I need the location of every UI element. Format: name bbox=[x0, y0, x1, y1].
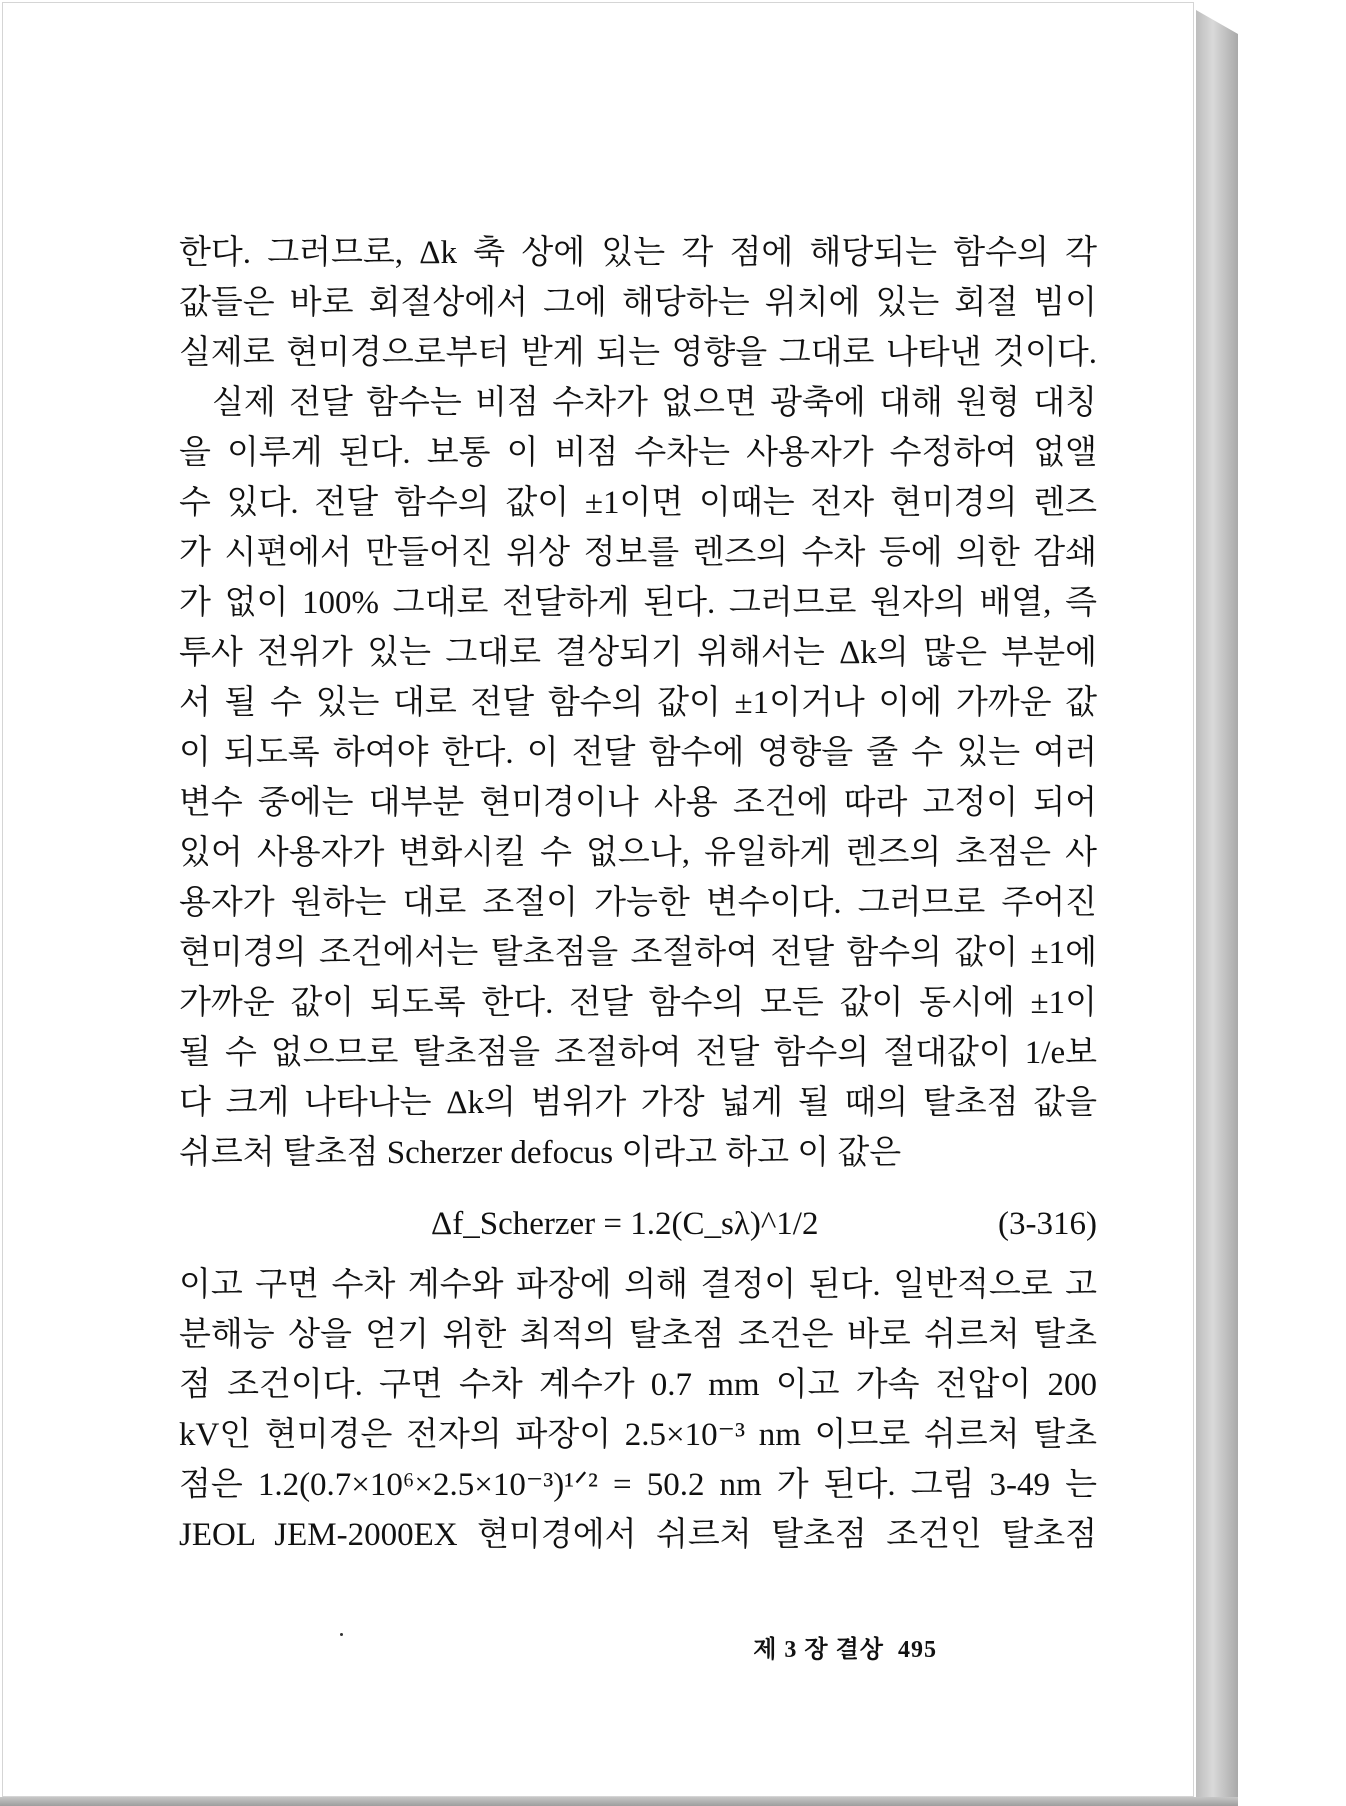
text-line: 값들은 바로 회절상에서 그에 해당하는 위치에 있는 회절 빔이 bbox=[179, 285, 1097, 321]
text-line: 용자가 원하는 대로 조절이 가능한 변수이다. 그러므로 주어진 bbox=[179, 885, 1097, 921]
text-line: 실제로 현미경으로부터 받게 되는 영향을 그대로 나타낸 것이다. bbox=[179, 335, 1097, 371]
text-line: 다 크게 나타나는 Δk의 범위가 가장 넓게 될 때의 탈초점 값을 bbox=[179, 1085, 1097, 1121]
text-line: kV인 현미경은 전자의 파장이 2.5×10⁻³ nm 이므로 쉬르처 탈초 bbox=[179, 1417, 1097, 1453]
text-line: 이고 구면 수차 계수와 파장에 의해 결정이 된다. 일반적으로 고 bbox=[179, 1267, 1097, 1303]
page-footer bbox=[753, 1629, 937, 1664]
text-line: 을 이루게 된다. 보통 이 비점 수차는 사용자가 수정하여 없앨 bbox=[179, 435, 1097, 471]
text-line: 점 조건이다. 구면 수차 계수가 0.7 mm 이고 가속 전압이 200 bbox=[179, 1367, 1097, 1403]
stray-mark bbox=[340, 1633, 343, 1636]
text-line: 있어 사용자가 변화시킬 수 없으나, 유일하게 렌즈의 초점은 사 bbox=[179, 835, 1097, 871]
equation-expression: Δf_Scherzer = 1.2(C_sλ)^1/2 bbox=[431, 1206, 819, 1242]
text-line: JEOL JEM-2000EX 현미경에서 쉬르처 탈초점 조건인 탈초점 bbox=[179, 1517, 1097, 1553]
equation-number: (3-316) bbox=[998, 1206, 1097, 1242]
text-line: 될 수 없으므로 탈초점을 조절하여 전달 함수의 절대값이 1/e보 bbox=[179, 1035, 1097, 1071]
text-line: 실제 전달 함수는 비점 수차가 없으면 광축에 대해 원형 대칭 bbox=[212, 385, 1097, 421]
text-line: 현미경의 조건에서는 탈초점을 조절하여 전달 함수의 값이 ±1에 bbox=[179, 935, 1097, 971]
text-line: 분해능 상을 얻기 위한 최적의 탈초점 조건은 바로 쉬르처 탈초 bbox=[179, 1317, 1097, 1353]
text-line: 변수 중에는 대부분 현미경이나 사용 조건에 따라 고정이 되어 bbox=[179, 785, 1097, 821]
page-edge-shadow bbox=[1196, 10, 1238, 1800]
book-page bbox=[2, 2, 1194, 1797]
text-line: 서 될 수 있는 대로 전달 함수의 값이 ±1이거나 이에 가까운 값 bbox=[179, 685, 1097, 721]
text-line: 가까운 값이 되도록 한다. 전달 함수의 모든 값이 동시에 ±1이 bbox=[179, 985, 1097, 1021]
body-paragraph bbox=[179, 228, 1097, 1178]
text-line: 투사 전위가 있는 그대로 결상되기 위해서는 Δk의 많은 부분에 bbox=[179, 635, 1097, 671]
text-line: 수 있다. 전달 함수의 값이 ±1이면 이때는 전자 현미경의 렌즈 bbox=[179, 485, 1097, 521]
chapter-title: 제 3 장 결상 bbox=[753, 1637, 884, 1663]
scherzer-equation bbox=[179, 1199, 1097, 1249]
page-bottom-shadow bbox=[0, 1797, 1238, 1806]
continuation-paragraph bbox=[179, 1260, 1097, 1560]
text-line: 점은 1.2(0.7×10⁶×2.5×10⁻³)¹ᐟ² = 50.2 nm 가 된다. 그림 3-49 는 bbox=[179, 1467, 1097, 1503]
text-line: 가 시편에서 만들어진 위상 정보를 렌즈의 수차 등에 의한 감쇄 bbox=[179, 535, 1097, 571]
text-line: 쉬르처 탈초점 Scherzer defocus 이라고 하고 이 값은 bbox=[179, 1135, 902, 1171]
text-line: 한다. 그러므로, Δk 축 상에 있는 각 점에 해당되는 함수의 각 bbox=[179, 235, 1097, 271]
text-line: 이 되도록 하여야 한다. 이 전달 함수에 영향을 줄 수 있는 여러 bbox=[179, 735, 1097, 771]
text-line: 가 없이 100% 그대로 전달하게 된다. 그러므로 원자의 배열, 즉 bbox=[179, 585, 1097, 621]
page-number: 495 bbox=[898, 1637, 937, 1663]
